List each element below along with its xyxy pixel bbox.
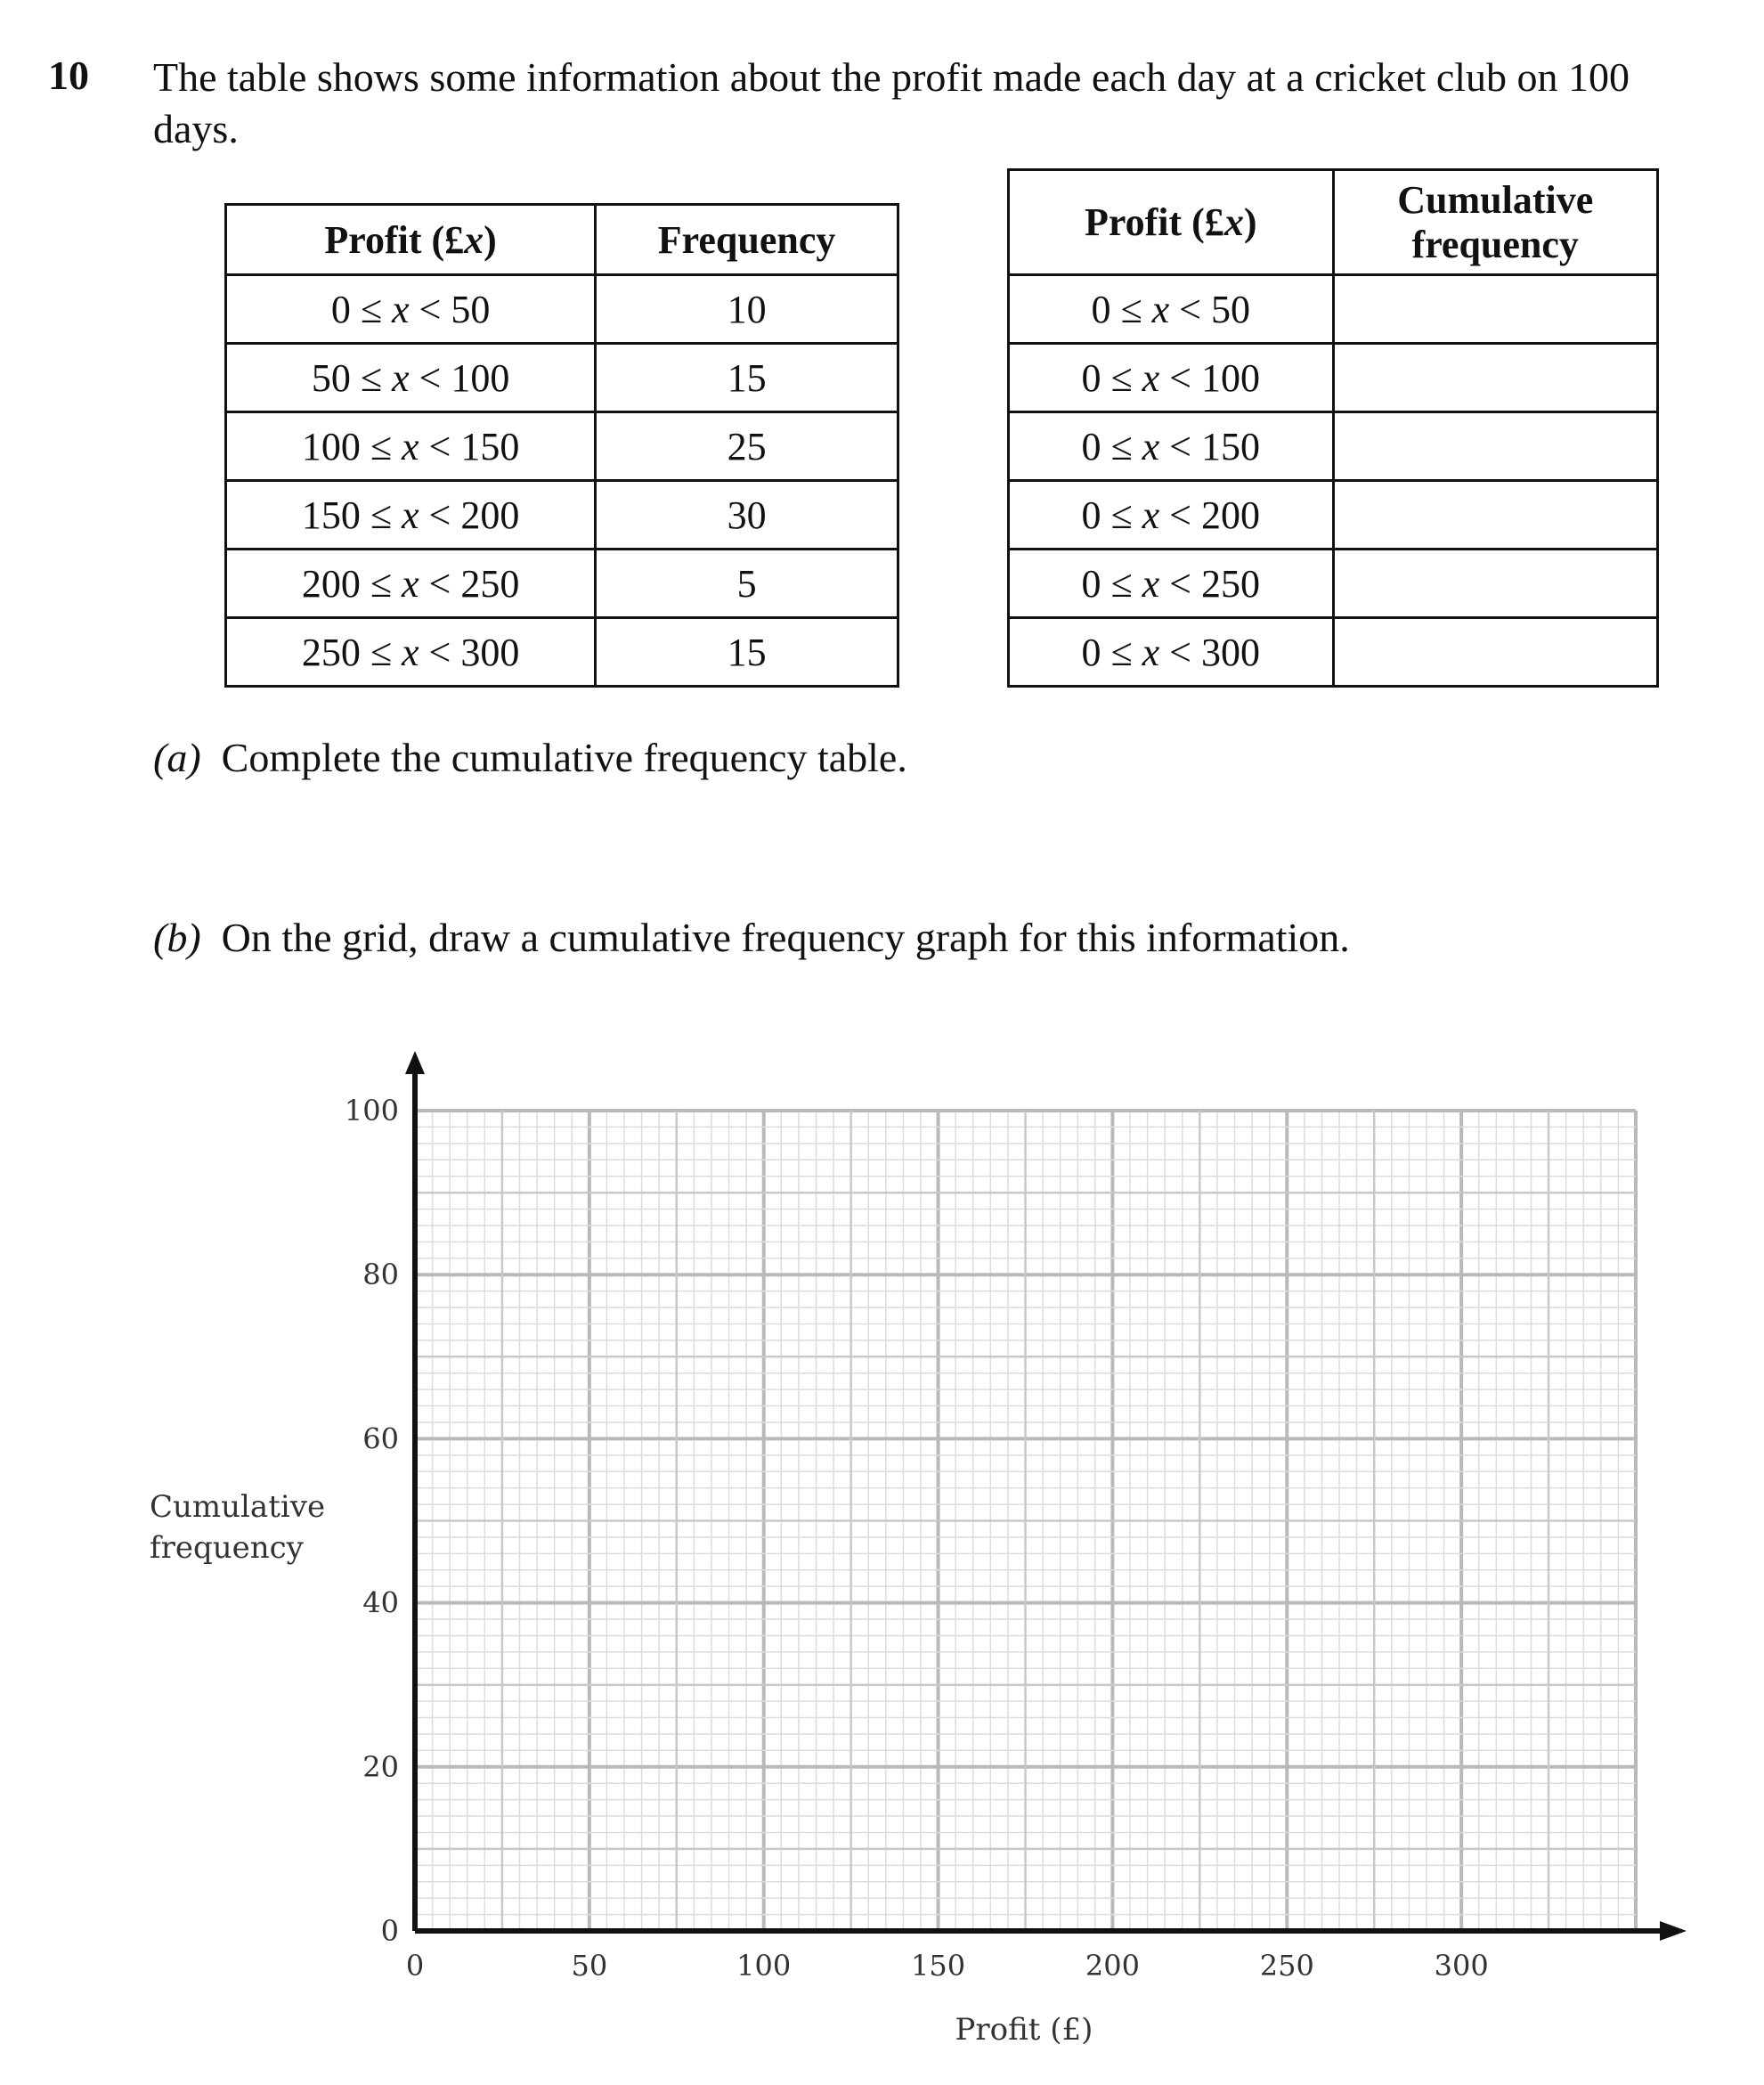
- x-tick-label: 0: [405, 1949, 425, 1983]
- frequency-cell: 10: [596, 275, 898, 344]
- frequency-cell: 25: [596, 412, 898, 481]
- question-number: 10: [48, 53, 89, 98]
- profit-range-cell: 0 ≤ x < 50: [226, 275, 596, 344]
- cumulative-frequency-cell[interactable]: [1333, 275, 1658, 344]
- cumulative-frequency-cell[interactable]: [1333, 618, 1658, 687]
- table-row: [1009, 618, 1658, 687]
- frequency-cell: 15: [596, 344, 898, 412]
- y-tick-label: 40: [362, 1585, 399, 1620]
- profit-range-cell: 0 ≤ x < 50: [1009, 275, 1334, 344]
- x-tick-label: 50: [571, 1949, 608, 1983]
- profit-range-cell: 0 ≤ x < 250: [1009, 550, 1334, 618]
- x-tick-label: 250: [1259, 1949, 1314, 1983]
- header-profit: Profit (£x): [226, 205, 596, 275]
- profit-range-cell: 50 ≤ x < 100: [226, 344, 596, 412]
- cumulative-frequency-cell[interactable]: [1333, 550, 1658, 618]
- table-row: [226, 275, 898, 344]
- x-tick-label: 150: [911, 1949, 966, 1983]
- table-row: [1009, 481, 1658, 550]
- table-row: [226, 412, 898, 481]
- table-row: [226, 550, 898, 618]
- cumulative-frequency-cell[interactable]: [1333, 481, 1658, 550]
- question-intro: The table shows some information about the profit made each day at a cricket club on 100 days.: [153, 54, 1630, 151]
- y-tick-label: 60: [362, 1421, 399, 1456]
- profit-range-cell: 0 ≤ x < 200: [1009, 481, 1334, 550]
- table-row: [1009, 550, 1658, 618]
- profit-range-cell: 200 ≤ x < 250: [226, 550, 596, 618]
- profit-range-cell: 0 ≤ x < 100: [1009, 344, 1334, 412]
- cumulative-frequency-cell[interactable]: [1333, 412, 1658, 481]
- part-b-label: (b): [153, 915, 201, 960]
- x-tick-label: 300: [1434, 1949, 1489, 1983]
- part-a: [153, 734, 907, 781]
- part-a-text: Complete the cumulative frequency table.: [221, 735, 907, 780]
- table-row: [1009, 344, 1658, 412]
- cumulative-frequency-cell[interactable]: [1333, 344, 1658, 412]
- profit-range-cell: 0 ≤ x < 300: [1009, 618, 1334, 687]
- frequency-table: [224, 203, 899, 688]
- x-tick-label: 100: [736, 1949, 792, 1983]
- table-row: [226, 481, 898, 550]
- frequency-cell: 30: [596, 481, 898, 550]
- table-row: [1009, 412, 1658, 481]
- table-row: [1009, 275, 1658, 344]
- profit-range-cell: 100 ≤ x < 150: [226, 412, 596, 481]
- part-a-label: (a): [153, 735, 201, 780]
- x-axis-arrow: [1660, 1921, 1687, 1941]
- y-tick-label: 0: [380, 1914, 399, 1948]
- header-frequency: Frequency: [596, 205, 898, 275]
- x-tick-label: 200: [1085, 1949, 1140, 1983]
- header-profit: Profit (£x): [1009, 170, 1334, 275]
- part-b-text: On the grid, draw a cumulative frequency graph for this information.: [221, 915, 1350, 960]
- x-axis-label: Profit (£): [955, 2012, 1093, 2048]
- table-row: [226, 618, 898, 687]
- header-cumulative-frequency: Cumulative frequency: [1333, 170, 1658, 275]
- y-axis-arrow: [405, 1051, 425, 1074]
- frequency-cell: 15: [596, 618, 898, 687]
- profit-range-cell: 150 ≤ x < 200: [226, 481, 596, 550]
- cumulative-frequency-grid[interactable]: [0, 1033, 1764, 2085]
- part-b: [153, 914, 1350, 961]
- y-tick-label: 20: [362, 1749, 399, 1784]
- cumulative-frequency-table: [1007, 168, 1659, 688]
- y-tick-label: 100: [344, 1094, 399, 1128]
- y-axis-label: frequency: [150, 1530, 304, 1566]
- y-tick-label: 80: [362, 1258, 399, 1292]
- y-axis-label: Cumulative: [150, 1489, 326, 1525]
- frequency-cell: 5: [596, 550, 898, 618]
- profit-range-cell: 250 ≤ x < 300: [226, 618, 596, 687]
- table-row: [226, 344, 898, 412]
- profit-range-cell: 0 ≤ x < 150: [1009, 412, 1334, 481]
